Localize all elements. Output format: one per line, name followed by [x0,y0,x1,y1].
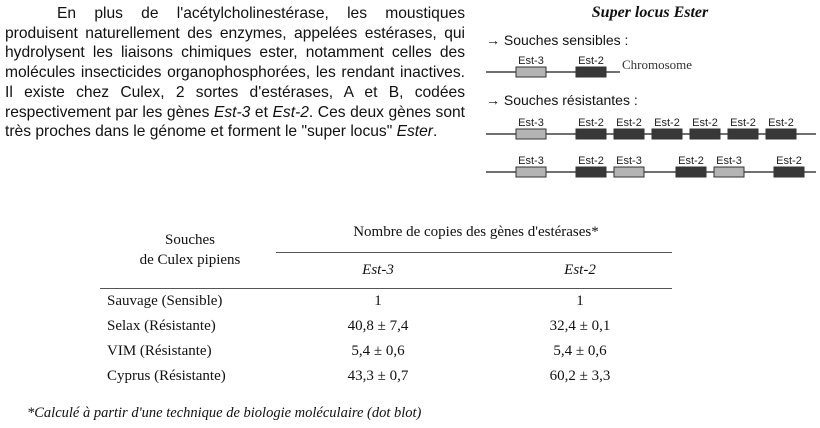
row-strain: Cyprus (Résistante) [107,368,226,384]
row-est2-value: 32,4 ± 0,1 [549,318,611,334]
resistant-chromosome-row-1 [486,117,816,139]
strain-header-line1: Souches [165,232,215,248]
gene-label: Est-2 [578,55,604,67]
footnote: *Calculé à partir d'une technique de biologie moléculaire (dot blot) [27,405,422,421]
strain-header [110,230,270,270]
gene-est3-box [516,67,546,77]
gene-label: Est-2 [776,155,802,167]
gene-label: Est-3 [518,155,544,167]
gene-est2-box [774,167,804,177]
intro-paragraph [5,4,465,142]
paragraph-text: En plus de l'acétylcholinestérase, les moustiques produisent naturellement des enzymes, appelées estérases, qui hydrolysent les liaisons chimiques ester, notamment celles des molécules insecticides organophosphorées, les rendant inactives. Il existe chez Culex, 2 sortes d'estérases, A et B, codées respectivement par les gènes [5,5,465,121]
gene-label: Est-2 [578,117,604,129]
copy-number-table [0,210,820,410]
row-est2-value: 1 [576,293,584,309]
gene-est3-box [516,167,546,177]
gene-label: Est-3 [518,55,544,67]
gene-label: Est-3 [518,117,544,129]
row-est2-value: 5,4 ± 0,6 [553,343,607,359]
locus-ester-ref: Ester [396,123,433,141]
gene-est2-box [576,129,606,139]
row-est3-value: 5,4 ± 0,6 [351,343,405,359]
gene-est2-box [766,129,796,139]
gene-label: Est-2 [678,155,704,167]
group-header: Nombre de copies des gènes d'estérases* [353,224,599,240]
super-locus-diagram [480,0,820,190]
gene-est2-box [690,129,720,139]
gene-est3-box [614,167,644,177]
diagram-title: Super locus Ester [591,4,709,21]
row-est3-value: 43,3 ± 0,7 [347,368,409,384]
gene-label: Est-3 [616,155,642,167]
gene-est2-box [652,129,682,139]
chromosome-label: Chromosome [622,57,693,72]
gene-label: Est-3 [716,155,742,167]
resistant-chromosome-row-2 [486,155,816,177]
paragraph-text: . Ces deux gènes sont très proches dans le génome et forment le "super locus" [5,103,465,141]
gene-map-svg [480,0,820,190]
header-divider [276,252,672,253]
subheader-est3: Est-3 [362,262,394,278]
table-top-rule [100,288,672,289]
row-est3-value: 1 [374,293,382,309]
gene-est3-ref: Est-3 [213,103,251,121]
gene-label: Est-2 [692,117,718,129]
gene-est2-box [576,67,606,77]
strain-header-line2: de Culex pipiens [139,252,241,268]
gene-est2-box [614,129,644,139]
row-est2-value: 60,2 ± 3,3 [549,368,611,384]
sensitive-heading: → Souches sensibles : [486,32,629,48]
gene-label: Est-2 [616,117,642,129]
gene-label: Est-2 [654,117,680,129]
gene-label: Est-2 [578,155,604,167]
gene-label: Est-2 [730,117,756,129]
gene-est2-box [676,167,706,177]
gene-est2-ref: Est-2 [272,103,309,121]
row-strain: Selax (Résistante) [107,318,216,334]
subheader-est2: Est-2 [564,262,596,278]
gene-est2-box [728,129,758,139]
row-strain: VIM (Résistante) [107,343,212,359]
gene-est2-box [576,167,606,177]
gene-est3-box [516,129,546,139]
row-est3-value: 40,8 ± 7,4 [347,318,409,334]
gene-est3-box [714,167,744,177]
paragraph-text: . [433,123,438,141]
row-strain: Sauvage (Sensible) [107,293,223,309]
sensitive-chromosome-row [486,55,692,77]
gene-label: Est-2 [768,117,794,129]
paragraph-text: et [250,103,273,121]
resistant-heading: → Souches résistantes : [486,92,638,108]
